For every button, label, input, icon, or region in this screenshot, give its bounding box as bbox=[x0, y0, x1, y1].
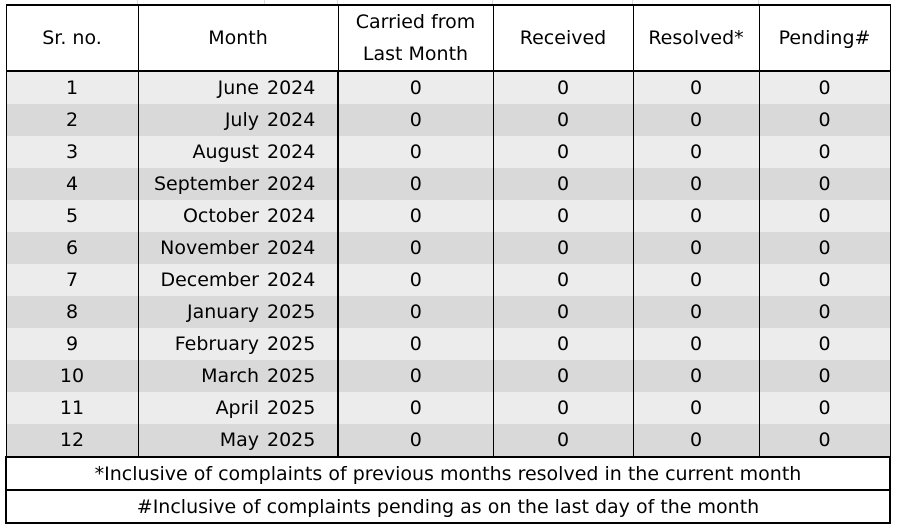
table-row bbox=[6, 264, 890, 296]
cell-carried[interactable]: 0 bbox=[338, 104, 493, 136]
cell-resolved[interactable]: 0 bbox=[633, 71, 759, 104]
cell-resolved[interactable]: 0 bbox=[633, 232, 759, 264]
cell-received[interactable]: 0 bbox=[493, 104, 633, 136]
cell-month-name[interactable]: January bbox=[138, 296, 265, 328]
header-carried-from-last-month[interactable]: Carried from Last Month bbox=[338, 5, 493, 71]
cell-month-year[interactable]: 2024 bbox=[265, 104, 338, 136]
cell-carried[interactable]: 0 bbox=[338, 200, 493, 232]
cell-resolved[interactable]: 0 bbox=[633, 360, 759, 392]
cell-month-name[interactable]: October bbox=[138, 200, 265, 232]
cell-resolved[interactable]: 0 bbox=[633, 264, 759, 296]
header-row bbox=[6, 5, 890, 71]
cell-received[interactable]: 0 bbox=[493, 136, 633, 168]
cell-resolved[interactable]: 0 bbox=[633, 136, 759, 168]
cell-pending[interactable]: 0 bbox=[759, 104, 890, 136]
cell-sr-no[interactable]: 11 bbox=[6, 392, 138, 424]
footnote-resolved[interactable]: *Inclusive of complaints of previous months resolved in the current month bbox=[6, 457, 890, 490]
cell-month-name[interactable]: March bbox=[138, 360, 265, 392]
cell-pending[interactable]: 0 bbox=[759, 360, 890, 392]
cell-month-year[interactable]: 2024 bbox=[265, 71, 338, 104]
cell-sr-no[interactable]: 9 bbox=[6, 328, 138, 360]
cell-pending[interactable]: 0 bbox=[759, 296, 890, 328]
table-row bbox=[6, 360, 890, 392]
cell-received[interactable]: 0 bbox=[493, 168, 633, 200]
cell-received[interactable]: 0 bbox=[493, 200, 633, 232]
table-row bbox=[6, 104, 890, 136]
cell-month-name[interactable]: September bbox=[138, 168, 265, 200]
cell-carried[interactable]: 0 bbox=[338, 264, 493, 296]
cell-month-year[interactable]: 2024 bbox=[265, 136, 338, 168]
cell-pending[interactable]: 0 bbox=[759, 200, 890, 232]
cell-carried[interactable]: 0 bbox=[338, 136, 493, 168]
header-sr-no[interactable]: Sr. no. bbox=[6, 5, 138, 71]
cell-pending[interactable]: 0 bbox=[759, 424, 890, 457]
footnote-row bbox=[6, 490, 890, 523]
table-row bbox=[6, 168, 890, 200]
cell-month-name[interactable]: July bbox=[138, 104, 265, 136]
cell-pending[interactable]: 0 bbox=[759, 328, 890, 360]
cell-month-year[interactable]: 2024 bbox=[265, 168, 338, 200]
cell-received[interactable]: 0 bbox=[493, 328, 633, 360]
cell-sr-no[interactable]: 8 bbox=[6, 296, 138, 328]
cell-resolved[interactable]: 0 bbox=[633, 392, 759, 424]
header-pending[interactable]: Pending# bbox=[759, 5, 890, 71]
table-row bbox=[6, 136, 890, 168]
cell-resolved[interactable]: 0 bbox=[633, 104, 759, 136]
cell-carried[interactable]: 0 bbox=[338, 296, 493, 328]
cell-received[interactable]: 0 bbox=[493, 392, 633, 424]
cell-month-year[interactable]: 2024 bbox=[265, 232, 338, 264]
table-body bbox=[6, 71, 890, 457]
cell-carried[interactable]: 0 bbox=[338, 392, 493, 424]
cell-received[interactable]: 0 bbox=[493, 424, 633, 457]
cell-pending[interactable]: 0 bbox=[759, 392, 890, 424]
header-month[interactable]: Month bbox=[138, 5, 338, 71]
cell-month-name[interactable]: May bbox=[138, 424, 265, 457]
cell-month-name[interactable]: December bbox=[138, 264, 265, 296]
header-resolved[interactable]: Resolved* bbox=[633, 5, 759, 71]
table-row bbox=[6, 200, 890, 232]
cell-sr-no[interactable]: 7 bbox=[6, 264, 138, 296]
table-row bbox=[6, 296, 890, 328]
cell-sr-no[interactable]: 3 bbox=[6, 136, 138, 168]
cell-resolved[interactable]: 0 bbox=[633, 200, 759, 232]
cell-pending[interactable]: 0 bbox=[759, 136, 890, 168]
cell-month-year[interactable]: 2024 bbox=[265, 264, 338, 296]
cell-sr-no[interactable]: 10 bbox=[6, 360, 138, 392]
cell-pending[interactable]: 0 bbox=[759, 71, 890, 104]
cell-month-name[interactable]: August bbox=[138, 136, 265, 168]
cell-month-year[interactable]: 2025 bbox=[265, 360, 338, 392]
table-row bbox=[6, 71, 890, 104]
table-row bbox=[6, 232, 890, 264]
cell-sr-no[interactable]: 2 bbox=[6, 104, 138, 136]
cell-month-year[interactable]: 2025 bbox=[265, 424, 338, 457]
cell-received[interactable]: 0 bbox=[493, 296, 633, 328]
cell-sr-no[interactable]: 4 bbox=[6, 168, 138, 200]
cell-received[interactable]: 0 bbox=[493, 360, 633, 392]
footnote-pending[interactable]: #Inclusive of complaints pending as on the last day of the month bbox=[6, 490, 890, 523]
cell-month-name[interactable]: November bbox=[138, 232, 265, 264]
cell-month-year[interactable]: 2024 bbox=[265, 200, 338, 232]
cell-pending[interactable]: 0 bbox=[759, 264, 890, 296]
cell-carried[interactable]: 0 bbox=[338, 328, 493, 360]
cell-month-year[interactable]: 2025 bbox=[265, 392, 338, 424]
cell-carried[interactable]: 0 bbox=[338, 71, 493, 104]
cell-resolved[interactable]: 0 bbox=[633, 328, 759, 360]
cell-sr-no[interactable]: 5 bbox=[6, 200, 138, 232]
cell-month-name[interactable]: April bbox=[138, 392, 265, 424]
table-row bbox=[6, 424, 890, 457]
cell-month-name[interactable]: June bbox=[138, 71, 265, 104]
cell-pending[interactable]: 0 bbox=[759, 232, 890, 264]
cell-carried[interactable]: 0 bbox=[338, 168, 493, 200]
cell-carried[interactable]: 0 bbox=[338, 424, 493, 457]
cell-month-year[interactable]: 2025 bbox=[265, 328, 338, 360]
cell-month-year[interactable]: 2025 bbox=[265, 296, 338, 328]
table-row bbox=[6, 392, 890, 424]
table-row bbox=[6, 328, 890, 360]
cell-sr-no[interactable]: 1 bbox=[6, 71, 138, 104]
cell-resolved[interactable]: 0 bbox=[633, 296, 759, 328]
cell-received[interactable]: 0 bbox=[493, 232, 633, 264]
cell-carried[interactable]: 0 bbox=[338, 232, 493, 264]
cell-sr-no[interactable]: 6 bbox=[6, 232, 138, 264]
complaints-table bbox=[5, 4, 891, 524]
header-received[interactable]: Received bbox=[493, 5, 633, 71]
cell-month-name[interactable]: February bbox=[138, 328, 265, 360]
cell-received[interactable]: 0 bbox=[493, 264, 633, 296]
cell-sr-no[interactable]: 12 bbox=[6, 424, 138, 457]
footnote-row bbox=[6, 457, 890, 490]
cell-pending[interactable]: 0 bbox=[759, 168, 890, 200]
cell-carried[interactable]: 0 bbox=[338, 360, 493, 392]
cell-resolved[interactable]: 0 bbox=[633, 424, 759, 457]
cell-received[interactable]: 0 bbox=[493, 71, 633, 104]
cell-resolved[interactable]: 0 bbox=[633, 168, 759, 200]
